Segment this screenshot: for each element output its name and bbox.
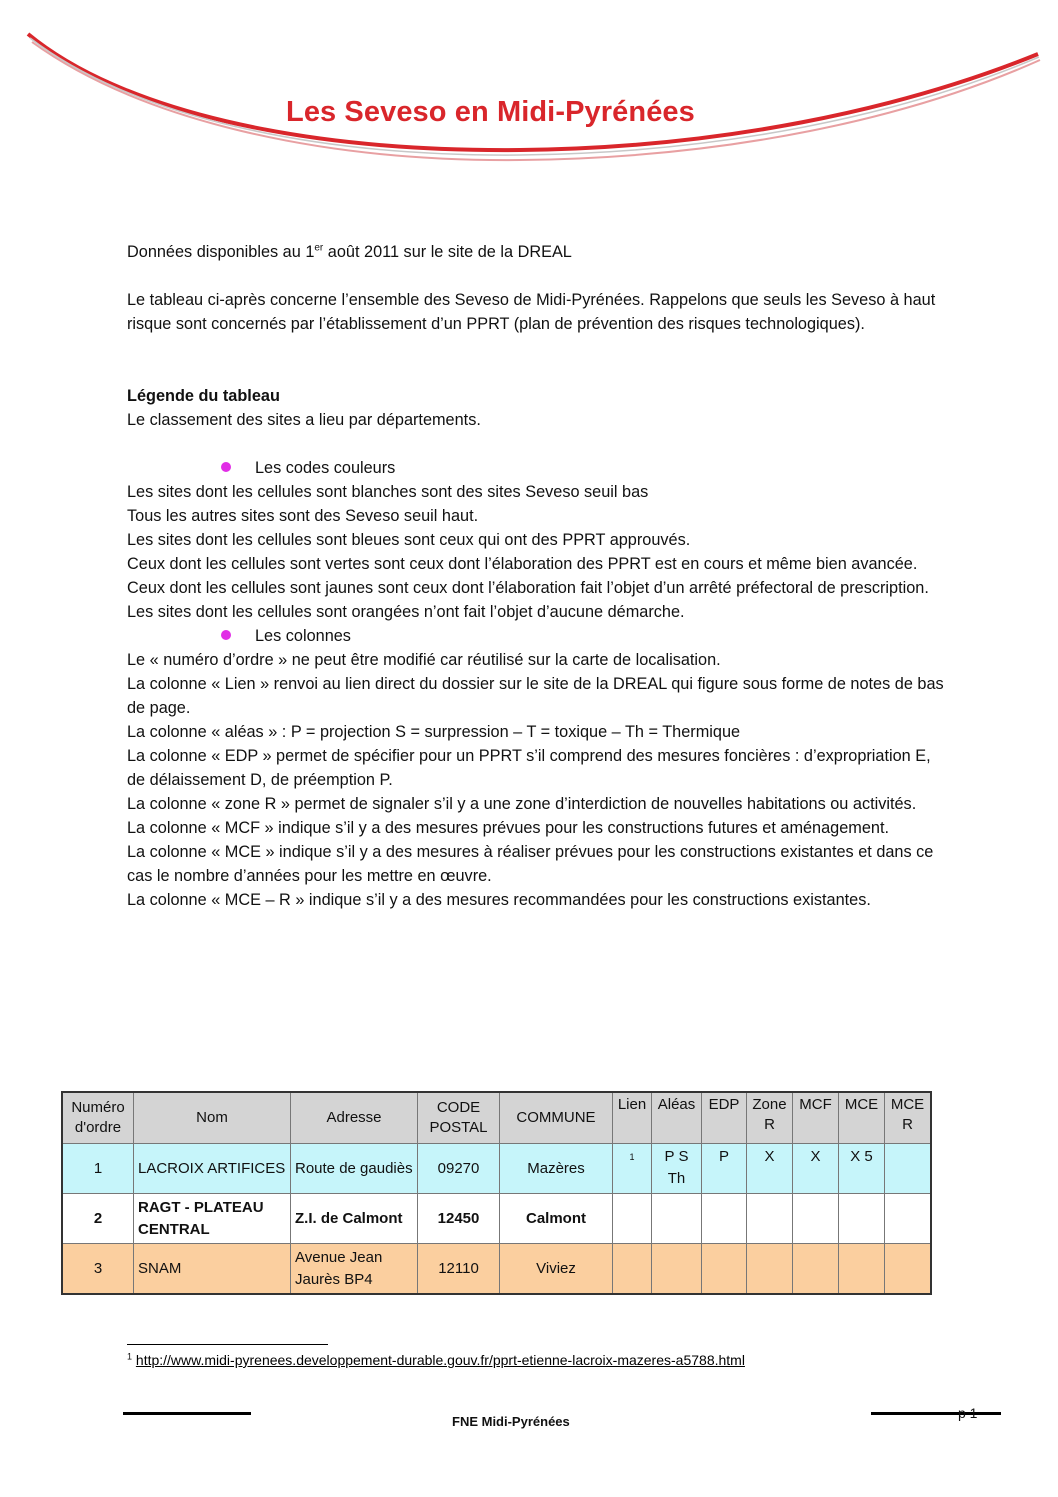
cell-commune: Viviez <box>500 1244 613 1295</box>
seveso-table <box>61 1091 932 1295</box>
col-header: MCE R <box>885 1092 932 1144</box>
table-header-row <box>62 1092 931 1144</box>
cell-nom: LACROIX ARTIFICES <box>134 1144 291 1194</box>
legend-heading: Légende du tableau <box>127 387 280 405</box>
cell-edp <box>702 1244 747 1295</box>
cell-zone-r <box>747 1244 793 1295</box>
footnote-number: 1 <box>127 1351 133 1362</box>
cell-mcf <box>793 1194 839 1244</box>
cell-commune: Calmont <box>500 1194 613 1244</box>
page-title: Les Seveso en Midi-Pyrénées <box>286 96 695 128</box>
cell-cp: 12110 <box>418 1244 500 1295</box>
col-header: Lien <box>613 1092 652 1144</box>
cell-num: 1 <box>62 1144 134 1194</box>
cell-mce-r <box>885 1144 932 1194</box>
cell-mce: X 5 <box>839 1144 885 1194</box>
cell-aleas: P S Th <box>652 1144 702 1194</box>
cell-adresse: Avenue Jean Jaurès BP4 <box>291 1244 418 1295</box>
bullet-icon <box>221 630 231 640</box>
cell-mce <box>839 1244 885 1295</box>
date-line: Données disponibles au 1er août 2011 sur le site de la DREAL <box>127 242 572 261</box>
footer-rule-left <box>123 1412 251 1415</box>
legend-colonne-line: Le « numéro d’ordre » ne peut être modifié car réutilisé sur la carte de localisation. <box>127 651 721 669</box>
cell-mcf: X <box>793 1144 839 1194</box>
footnote-link[interactable]: http://www.midi-pyrenees.developpement-durable.gouv.fr/pprt-etienne-lacroix-mazeres-a5788.html <box>135 1352 745 1368</box>
cell-nom: RAGT - PLATEAU CENTRAL <box>134 1194 291 1244</box>
page-number: p 1 <box>958 1405 978 1421</box>
cell-cp: 12450 <box>418 1194 500 1244</box>
col-header: COMMUNE <box>500 1092 613 1144</box>
table-row <box>62 1144 931 1194</box>
cell-aleas <box>652 1244 702 1295</box>
col-header: Zone R <box>747 1092 793 1144</box>
cell-adresse: Z.I. de Calmont <box>291 1194 418 1244</box>
legend-colonne-line: La colonne « aléas » : P = projection S = surpression – T = toxique – Th = Thermique <box>127 723 741 741</box>
footnote <box>127 1352 745 1368</box>
legend-colonne-line: La colonne « MCF » indique s’il y a des mesures prévues pour les constructions futures et aménagement. <box>127 819 889 837</box>
cell-lien[interactable] <box>613 1144 652 1194</box>
footnote-separator <box>127 1344 328 1345</box>
legend-couleur-line: Les sites dont les cellules sont bleues sont ceux qui ont des PPRT approuvés. <box>127 531 691 549</box>
cell-lien <box>613 1244 652 1295</box>
cell-num: 2 <box>62 1194 134 1244</box>
cell-commune: Mazères <box>500 1144 613 1194</box>
footer-org: FNE Midi-Pyrénées <box>452 1414 570 1429</box>
col-header: Aléas <box>652 1092 702 1144</box>
cell-mce-r <box>885 1194 932 1244</box>
col-header: Adresse <box>291 1092 418 1144</box>
cell-cp: 09270 <box>418 1144 500 1194</box>
col-header: MCF <box>793 1092 839 1144</box>
cell-nom: SNAM <box>134 1244 291 1295</box>
footnote-ref[interactable]: 1 <box>629 1152 635 1162</box>
legend-couleur-line: Ceux dont les cellules sont vertes sont ceux dont l’élaboration des PPRT est en cours et même bien avancée. <box>127 555 918 573</box>
cell-num: 3 <box>62 1244 134 1295</box>
legend-colonne-line: La colonne « Lien » renvoi au lien direct du dossier sur le site de la DREAL qui figure sous forme de notes de bas de page. <box>127 675 944 717</box>
footer-rule-right <box>871 1412 1001 1415</box>
bullet-codes-couleurs: Les codes couleurs <box>127 456 947 480</box>
cell-aleas <box>652 1194 702 1244</box>
legend-classement: Le classement des sites a lieu par départements. <box>127 411 481 429</box>
col-header: EDP <box>702 1092 747 1144</box>
document-body <box>127 240 947 912</box>
cell-lien <box>613 1194 652 1244</box>
cell-mce <box>839 1194 885 1244</box>
cell-adresse: Route de gaudiès <box>291 1144 418 1194</box>
legend-couleur-line: Les sites dont les cellules sont blanches sont des sites Seveso seuil bas <box>127 483 649 501</box>
cell-zone-r: X <box>747 1144 793 1194</box>
bullet-icon <box>221 462 231 472</box>
bullet-colonnes: Les colonnes <box>127 624 947 648</box>
legend-couleur-line: Les sites dont les cellules sont orangées n’ont fait l’objet d’aucune démarche. <box>127 603 685 621</box>
col-header: Numéro d'ordre <box>62 1092 134 1144</box>
legend-couleur-line: Tous les autres sites sont des Seveso seuil haut. <box>127 507 479 525</box>
table-row <box>62 1244 931 1295</box>
legend-colonne-line: La colonne « EDP » permet de spécifier pour un PPRT s’il comprend des mesures foncières : d’expropriation E, de délaissement D, de préemption P. <box>127 747 931 789</box>
intro-paragraph: Le tableau ci-après concerne l’ensemble des Seveso de Midi-Pyrénées. Rappelons que seuls les Seveso à haut risque sont concernés par l’établissement d’un PPRT (plan de prévention des risques technologiques). <box>127 291 936 333</box>
col-header: Nom <box>134 1092 291 1144</box>
cell-mcf <box>793 1244 839 1295</box>
cell-zone-r <box>747 1194 793 1244</box>
legend-colonne-line: La colonne « MCE – R » indique s’il y a des mesures recommandées pour les constructions existantes. <box>127 891 871 909</box>
cell-edp: P <box>702 1144 747 1194</box>
cell-mce-r <box>885 1244 932 1295</box>
legend-colonne-line: La colonne « zone R » permet de signaler s’il y a une zone d’interdiction de nouvelles habitations ou activités. <box>127 795 917 813</box>
legend-couleur-line: Ceux dont les cellules sont jaunes sont ceux dont l’élaboration fait l’objet d’un arrêté préfectoral de prescription. <box>127 579 929 597</box>
col-header: CODE POSTAL <box>418 1092 500 1144</box>
col-header: MCE <box>839 1092 885 1144</box>
table-row <box>62 1194 931 1244</box>
legend-colonne-line: La colonne « MCE » indique s’il y a des mesures à réaliser prévues pour les constructions existantes et dans ce cas le nombre d’années pour les mettre en œuvre. <box>127 843 934 885</box>
cell-edp <box>702 1194 747 1244</box>
